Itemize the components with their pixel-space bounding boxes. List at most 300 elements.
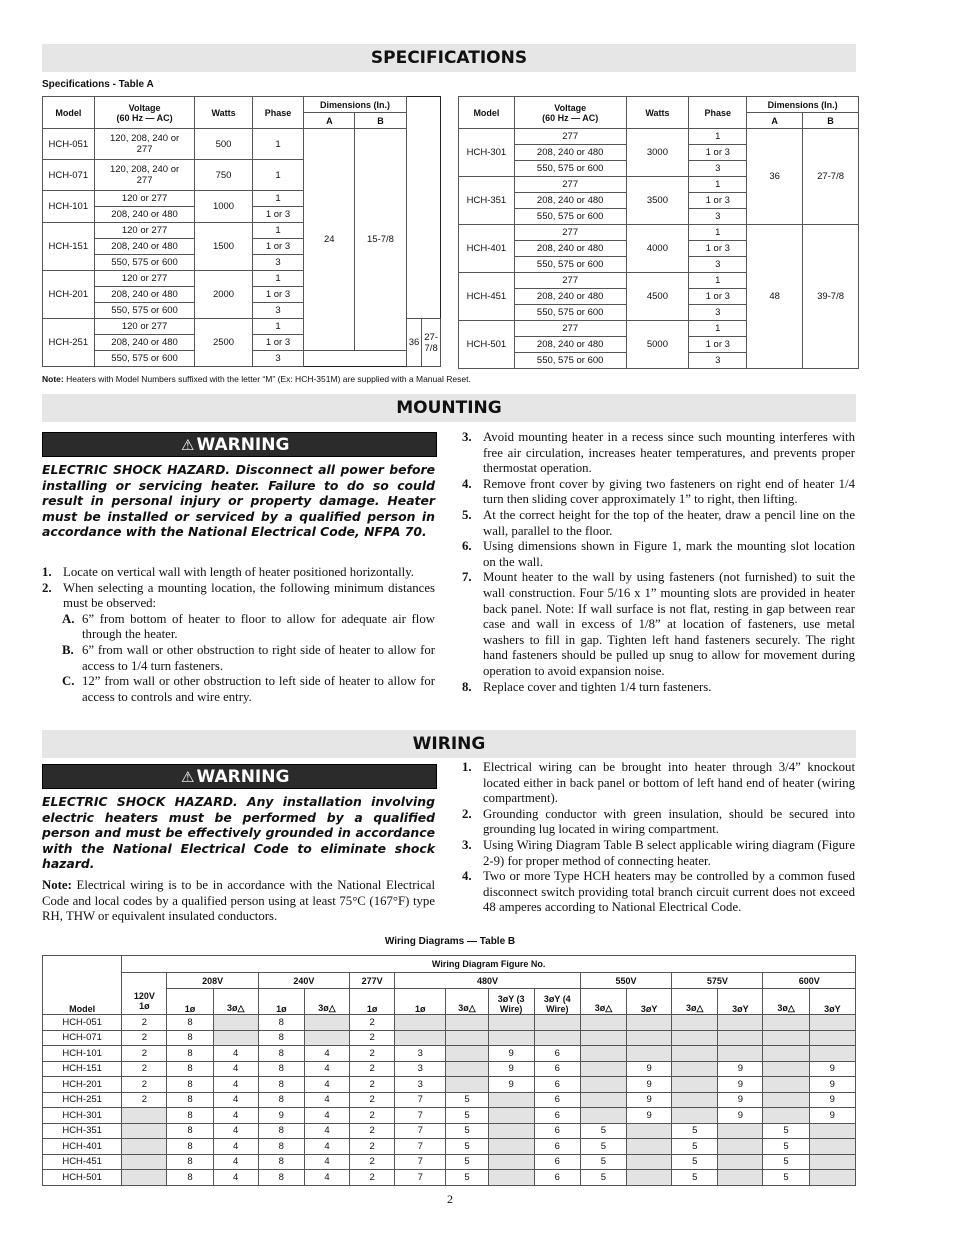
figure-cell: [718, 1046, 763, 1062]
voltage-group-header: 550V: [580, 973, 671, 989]
figure-cell: 2: [350, 1123, 395, 1139]
figure-cell: [488, 1108, 534, 1124]
figure-cell: 8: [167, 1170, 213, 1186]
figure-cell: 2: [350, 1139, 395, 1155]
figure-cell: [488, 1015, 534, 1031]
phase-cell: 3: [689, 305, 747, 321]
figure-cell: 8: [167, 1092, 213, 1108]
table-row: [459, 129, 859, 145]
figure-cell: [672, 1015, 718, 1031]
voltage-cell: 208, 240 or 480: [514, 337, 626, 353]
figure-cell: 8: [258, 1154, 304, 1170]
voltage-cell: 550, 575 or 600: [514, 161, 626, 177]
phase-cell: 3: [689, 209, 747, 225]
mounting-steps-right: [462, 430, 855, 695]
figure-cell: 6: [534, 1077, 580, 1093]
figure-cell: 9: [718, 1061, 763, 1077]
voltage-cell: 208, 240 or 480: [94, 207, 195, 223]
voltage-cell: 120, 208, 240 or 277: [94, 160, 195, 191]
figure-cell: [534, 1015, 580, 1031]
watts-cell: 1500: [195, 223, 252, 271]
phase-sub-header: 1ø: [167, 989, 213, 1015]
figure-cell: 6: [534, 1061, 580, 1077]
voltage-cell: 208, 240 or 480: [514, 241, 626, 257]
figure-cell: [580, 1046, 626, 1062]
figure-cell: 4: [213, 1139, 258, 1155]
model-cell: HCH-201: [43, 271, 95, 319]
header-dim-a: A: [304, 113, 355, 129]
model-cell: HCH-071: [43, 1030, 122, 1046]
phase-sub-header: 1ø: [350, 989, 395, 1015]
figure-cell: [809, 1015, 855, 1031]
figure-cell: 5: [446, 1123, 488, 1139]
spec-table-right: [458, 96, 859, 369]
table-row: [43, 1170, 856, 1186]
figure-cell: 3: [395, 1077, 446, 1093]
header-watts: Watts: [626, 97, 689, 129]
list-item: 1. Locate on vertical wall with length of heater positioned horizontally.: [42, 565, 414, 579]
dim-b-cell: 15-7/8: [355, 129, 406, 351]
phase-cell: 1 or 3: [689, 145, 747, 161]
figure-cell: 5: [763, 1154, 809, 1170]
figure-cell: 2: [350, 1154, 395, 1170]
figure-cell: [213, 1015, 258, 1031]
phase-sub-header: 3ø△: [304, 989, 349, 1015]
figure-cell: [809, 1046, 855, 1062]
phase-sub-header: 3øY (4 Wire): [534, 989, 580, 1015]
figure-cell: 8: [167, 1139, 213, 1155]
model-cell: HCH-071: [43, 160, 95, 191]
figure-cell: 8: [258, 1061, 304, 1077]
voltage-cell: 120 or 277: [94, 271, 195, 287]
phase-sub-header: 3øY: [627, 989, 672, 1015]
table-row: [43, 1139, 856, 1155]
phase-cell: 1 or 3: [252, 207, 304, 223]
figure-cell: [395, 1015, 446, 1031]
list-item: 8. Replace cover and tighten 1/4 turn fasteners.: [462, 679, 712, 694]
figure-cell: 4: [213, 1123, 258, 1139]
header-voltage: Voltage (60 Hz — AC): [514, 97, 626, 129]
figure-cell: 5: [580, 1139, 626, 1155]
phase-cell: 3: [252, 303, 304, 319]
phase-cell: 1 or 3: [689, 289, 747, 305]
voltage-cell: 277: [514, 129, 626, 145]
model-cell: HCH-051: [43, 129, 95, 160]
figure-cell: 9: [488, 1061, 534, 1077]
figure-cell: [213, 1030, 258, 1046]
figure-cell: [763, 1030, 809, 1046]
figure-cell: 4: [213, 1170, 258, 1186]
figure-cell: 6: [534, 1154, 580, 1170]
figure-cell: [718, 1139, 763, 1155]
watts-cell: 4500: [626, 273, 689, 321]
figure-cell: 7: [395, 1170, 446, 1186]
voltage-cell: 277: [514, 225, 626, 241]
figure-cell: [580, 1092, 626, 1108]
wiring-table-caption: Wiring Diagrams — Table B: [384, 936, 516, 947]
figure-cell: 5: [763, 1170, 809, 1186]
model-cell: HCH-251: [43, 319, 95, 367]
figure-cell: [488, 1154, 534, 1170]
figure-cell: 4: [304, 1077, 349, 1093]
phase-cell: 1: [689, 273, 747, 289]
wiring-warning-banner: ⚠ WARNING: [42, 764, 437, 789]
figure-cell: [122, 1170, 167, 1186]
figure-cell: 4: [304, 1154, 349, 1170]
figure-cell: 2: [122, 1046, 167, 1062]
figure-cell: 3: [395, 1046, 446, 1062]
figure-cell: 4: [304, 1108, 349, 1124]
figure-cell: [122, 1139, 167, 1155]
voltage-group-header: 208V: [167, 973, 258, 989]
figure-cell: 8: [167, 1015, 213, 1031]
dim-a-cell: 36: [747, 129, 803, 225]
warning-triangle-icon: ⚠: [181, 768, 195, 786]
figure-cell: 5: [580, 1154, 626, 1170]
voltage-group-header: 575V: [672, 973, 763, 989]
model-cell: HCH-401: [43, 1139, 122, 1155]
figure-cell: 5: [672, 1139, 718, 1155]
phase-cell: 1: [689, 129, 747, 145]
watts-cell: 750: [195, 160, 252, 191]
table-row: [43, 129, 441, 160]
wiring-note: Note: Electrical wiring is to be in accordance with the National Electrical Code and local codes by a qualified person using at least 75°C (167°F) type RH, THW or equivalent insulated conductors.: [42, 878, 435, 924]
voltage-group-header: 480V: [395, 973, 581, 989]
model-cell: HCH-351: [43, 1123, 122, 1139]
figure-cell: 6: [534, 1092, 580, 1108]
figure-cell: 9: [627, 1061, 672, 1077]
watts-cell: 2500: [195, 319, 252, 367]
figure-cell: 2: [350, 1061, 395, 1077]
voltage-group-header: 277V: [350, 973, 395, 989]
model-header: Model: [43, 989, 122, 1015]
figure-cell: 8: [258, 1139, 304, 1155]
watts-cell: 500: [195, 129, 252, 160]
list-item: 4. Two or more Type HCH heaters may be controlled by a common fused disconnect switch providing total branch circuit current does not exceed 48 amperes according to National Electrical Code.: [462, 869, 855, 915]
phase-cell: 3: [689, 353, 747, 369]
figure-cell: 4: [304, 1170, 349, 1186]
mounting-warning-banner: ⚠ WARNING: [42, 432, 437, 457]
wiring-warning-text: ELECTRIC SHOCK HAZARD. Any installation involving electric heaters must be performed by a qualified person and must be effectively grounded in accordance with the National Electrical Code to eliminate shock hazard.: [42, 794, 435, 872]
header-phase: Phase: [252, 97, 304, 129]
watts-cell: 3500: [626, 177, 689, 225]
phase-cell: 1 or 3: [252, 335, 304, 351]
figure-cell: 7: [395, 1108, 446, 1124]
dim-b-cell: 27-7/8: [422, 319, 441, 367]
phase-cell: 1: [689, 225, 747, 241]
figure-cell: [718, 1154, 763, 1170]
phase-cell: 1 or 3: [252, 287, 304, 303]
figure-cell: [488, 1139, 534, 1155]
figure-cell: [627, 1123, 672, 1139]
figure-cell: 9: [627, 1092, 672, 1108]
figure-cell: 9: [627, 1108, 672, 1124]
figure-cell: 5: [672, 1123, 718, 1139]
watts-cell: 3000: [626, 129, 689, 177]
phase-sub-header: 3ø△: [446, 989, 488, 1015]
figure-cell: [763, 1015, 809, 1031]
model-cell: HCH-401: [459, 225, 515, 273]
figure-cell: 9: [488, 1046, 534, 1062]
figure-cell: [809, 1030, 855, 1046]
figure-cell: [446, 1030, 488, 1046]
figure-cell: [809, 1170, 855, 1186]
spec-note: Note: Heaters with Model Numbers suffixed with the letter “M” (Ex: HCH-351M) are supplied with a Manual Reset.: [42, 374, 471, 384]
figure-cell: [304, 1030, 349, 1046]
figure-cell: 7: [395, 1123, 446, 1139]
header-watts: Watts: [195, 97, 252, 129]
dim-b-cell: 39-7/8: [803, 225, 859, 369]
list-item: 4. Remove front cover by giving two fasteners on right end of heater 1/4 turn then sliding cover approximately 1” to right, then lifting.: [462, 476, 855, 507]
spec-table-left: [42, 96, 441, 367]
figure-cell: 7: [395, 1154, 446, 1170]
figure-cell: 4: [213, 1077, 258, 1093]
figure-cell: 5: [580, 1123, 626, 1139]
figure-cell: 5: [672, 1154, 718, 1170]
phase-cell: 1 or 3: [689, 241, 747, 257]
voltage-group-header: 600V: [763, 973, 856, 989]
watts-cell: 5000: [626, 321, 689, 369]
header-dim-b: B: [803, 113, 859, 129]
figure-cell: 3: [395, 1061, 446, 1077]
phase-cell: 1: [252, 160, 304, 191]
figure-cell: [672, 1092, 718, 1108]
figure-cell: [488, 1030, 534, 1046]
model-cell: HCH-301: [459, 129, 515, 177]
list-item: 2. Grounding conductor with green insulation, should be secured into grounding lug located in wiring compartment.: [462, 806, 855, 837]
figure-cell: [627, 1154, 672, 1170]
figure-cell: 2: [350, 1108, 395, 1124]
dim-b-cell: 27-7/8: [803, 129, 859, 225]
figure-cell: 4: [213, 1046, 258, 1062]
phase-cell: 3: [252, 255, 304, 271]
figure-cell: [446, 1061, 488, 1077]
voltage-cell: 208, 240 or 480: [514, 193, 626, 209]
figure-cell: 9: [809, 1108, 855, 1124]
figure-cell: 8: [258, 1092, 304, 1108]
phase-cell: 1: [689, 321, 747, 337]
figure-cell: [763, 1092, 809, 1108]
phase-cell: 1: [252, 191, 304, 207]
list-item: 5. At the correct height for the top of the heater, draw a pencil line on the wall, parallel to the floor.: [462, 507, 855, 538]
phase-cell: 1 or 3: [252, 239, 304, 255]
voltage-cell: 208, 240 or 480: [94, 287, 195, 303]
figure-cell: 4: [304, 1046, 349, 1062]
header-voltage: Voltage (60 Hz — AC): [94, 97, 195, 129]
figure-cell: [122, 1108, 167, 1124]
dim-a-cell: 24: [304, 129, 355, 351]
voltage-cell: 208, 240 or 480: [514, 145, 626, 161]
model-cell: HCH-501: [43, 1170, 122, 1186]
voltage-cell: 208, 240 or 480: [94, 335, 195, 351]
phase-sub-header: 3ø△: [763, 989, 809, 1015]
voltage-cell: 550, 575 or 600: [94, 255, 195, 271]
voltage-cell: 277: [514, 273, 626, 289]
figure-cell: [718, 1015, 763, 1031]
header-model: Model: [459, 97, 515, 129]
specifications-heading: SPECIFICATIONS: [42, 44, 856, 72]
figure-cell: [580, 1015, 626, 1031]
list-item: 1. Electrical wiring can be brought into heater through 3/4” knockout located either in back panel or bottom of left hand end of heater (wiring compartment).: [462, 760, 855, 806]
watts-cell: 4000: [626, 225, 689, 273]
voltage-cell: 550, 575 or 600: [514, 209, 626, 225]
figure-cell: [627, 1139, 672, 1155]
figure-cell: 5: [580, 1170, 626, 1186]
figure-cell: 9: [809, 1077, 855, 1093]
figure-cell: 5: [763, 1139, 809, 1155]
figure-cell: 2: [122, 1030, 167, 1046]
dim-a-cell: 36: [406, 319, 422, 367]
voltage-cell: 277: [514, 177, 626, 193]
figure-cell: [718, 1170, 763, 1186]
watts-cell: 2000: [195, 271, 252, 319]
voltage-cell: 208, 240 or 480: [94, 239, 195, 255]
table-row: [43, 1030, 856, 1046]
header-model: Model: [43, 97, 95, 129]
figure-cell: 6: [534, 1046, 580, 1062]
dim-a-cell: 48: [747, 225, 803, 369]
figure-cell: 6: [534, 1139, 580, 1155]
table-row: [43, 1123, 856, 1139]
figure-cell: [446, 1077, 488, 1093]
figure-cell: 9: [809, 1092, 855, 1108]
figure-no-header: Wiring Diagram Figure No.: [122, 956, 856, 973]
table-row: [43, 1046, 856, 1062]
header-dim-b: B: [355, 113, 406, 129]
figure-cell: [809, 1154, 855, 1170]
figure-cell: 2: [350, 1092, 395, 1108]
mounting-steps-left: [42, 565, 435, 705]
figure-cell: [672, 1046, 718, 1062]
figure-cell: 9: [488, 1077, 534, 1093]
figure-cell: 5: [446, 1108, 488, 1124]
figure-cell: 4: [213, 1108, 258, 1124]
figure-cell: [627, 1030, 672, 1046]
table-row: [43, 1154, 856, 1170]
voltage-cell: 120 or 277: [94, 319, 195, 335]
figure-cell: [718, 1123, 763, 1139]
phase-sub-header: 3ø△: [672, 989, 718, 1015]
figure-cell: [580, 1108, 626, 1124]
voltage-cell: 120 or 277: [94, 223, 195, 239]
voltage-cell: 550, 575 or 600: [514, 353, 626, 369]
figure-cell: 2: [122, 1092, 167, 1108]
figure-cell: [446, 1046, 488, 1062]
mounting-warning-text: ELECTRIC SHOCK HAZARD. Disconnect all power before installing or servicing heater. Failure to do so could result in personal injury or property damage. Heater must be installed or serviced by a qualified person in accordance with the National Electrical Code, NFPA 70.: [42, 462, 435, 540]
figure-cell: 4: [213, 1061, 258, 1077]
figure-cell: 8: [258, 1030, 304, 1046]
model-cell: HCH-501: [459, 321, 515, 369]
figure-cell: [395, 1030, 446, 1046]
figure-cell: 7: [395, 1139, 446, 1155]
figure-cell: 9: [718, 1108, 763, 1124]
model-cell: HCH-101: [43, 1046, 122, 1062]
figure-cell: 8: [167, 1061, 213, 1077]
figure-cell: [122, 1154, 167, 1170]
figure-cell: 5: [446, 1154, 488, 1170]
list-item: B. 6” from wall or other obstruction to right side of heater to allow for access to 1/4 turn fasteners.: [62, 642, 435, 673]
figure-cell: [763, 1061, 809, 1077]
figure-cell: 8: [167, 1154, 213, 1170]
figure-cell: 4: [304, 1061, 349, 1077]
voltage-cell: 550, 575 or 600: [94, 303, 195, 319]
figure-cell: 8: [258, 1077, 304, 1093]
figure-cell: 4: [304, 1139, 349, 1155]
phase-sub-header: 1ø: [258, 989, 304, 1015]
model-cell: HCH-251: [43, 1092, 122, 1108]
figure-cell: [446, 1015, 488, 1031]
phase-cell: 1: [689, 177, 747, 193]
watts-cell: 1000: [195, 191, 252, 223]
model-cell: HCH-101: [43, 191, 95, 223]
figure-cell: 2: [350, 1046, 395, 1062]
list-item: 7. Mount heater to the wall by using fasteners (not furnished) to suit the wall construction. Four 5/16 x 1” mounting slots are provided in heater back panel. Note: If wall surface is not flat, resting in gap between rear case and wall in excess of 1/8” at location of fasteners, use metal washers to fill in gap. Tighten left hand fasteners securely. The right hand fasteners should be pulled up snug to allow for movement during operation to avoid expansion noise.: [462, 570, 855, 678]
figure-cell: [809, 1123, 855, 1139]
phase-cell: 1 or 3: [689, 193, 747, 209]
figure-cell: [580, 1061, 626, 1077]
figure-cell: [488, 1092, 534, 1108]
list-item: A. 6” from bottom of heater to floor to allow for adequate air flow through the heater.: [62, 611, 435, 642]
warning-triangle-icon: ⚠: [181, 436, 195, 454]
table-row: [43, 1092, 856, 1108]
model-header-blank: [43, 973, 122, 989]
figure-cell: 9: [718, 1077, 763, 1093]
list-item: C. 12” from wall or other obstruction to left side of heater to allow for access to controls and wire entry.: [62, 674, 435, 704]
figure-cell: [809, 1139, 855, 1155]
figure-cell: [304, 1015, 349, 1031]
wiring-diagram-table: [42, 955, 856, 1186]
model-cell: HCH-051: [43, 1015, 122, 1031]
voltage-cell: 550, 575 or 600: [514, 257, 626, 273]
figure-cell: [672, 1077, 718, 1093]
figure-cell: 8: [258, 1015, 304, 1031]
figure-cell: [627, 1015, 672, 1031]
figure-cell: 9: [258, 1108, 304, 1124]
figure-cell: 4: [213, 1092, 258, 1108]
table-row: [459, 225, 859, 241]
figure-cell: 2: [350, 1077, 395, 1093]
list-item: 3. Avoid mounting heater in a recess since such mounting interferes with free air circulation, increases heater temperatures, and prevents proper thermostat operation.: [462, 430, 855, 476]
voltage-cell: 550, 575 or 600: [94, 351, 195, 367]
phase-sub-header: 3ø△: [213, 989, 258, 1015]
figure-cell: [122, 1123, 167, 1139]
figure-cell: 4: [304, 1092, 349, 1108]
figure-cell: 8: [258, 1046, 304, 1062]
phase-sub-header: 3øY: [809, 989, 855, 1015]
phase-cell: 1: [252, 223, 304, 239]
figure-cell: [672, 1108, 718, 1124]
voltage-cell: 208, 240 or 480: [514, 289, 626, 305]
figure-cell: [672, 1061, 718, 1077]
figure-cell: 5: [446, 1139, 488, 1155]
table-row: [43, 1077, 856, 1093]
list-item: 3. Using Wiring Diagram Table B select applicable wiring diagram (Figure 2-9) for proper method of connecting heater.: [462, 837, 855, 868]
phase-cell: 3: [689, 257, 747, 273]
phase-sub-header: 3øY (3 Wire): [488, 989, 534, 1015]
voltage-group-header: [122, 973, 167, 989]
figure-cell: [763, 1108, 809, 1124]
figure-cell: 7: [395, 1092, 446, 1108]
phase-sub-header: 3ø△: [580, 989, 626, 1015]
figure-cell: 9: [627, 1077, 672, 1093]
voltage-group-header: 240V: [258, 973, 349, 989]
wiring-heading: WIRING: [42, 730, 856, 758]
figure-cell: 2: [122, 1077, 167, 1093]
mounting-heading: MOUNTING: [42, 394, 856, 422]
header-phase: Phase: [689, 97, 747, 129]
figure-cell: 8: [167, 1123, 213, 1139]
figure-cell: [580, 1077, 626, 1093]
